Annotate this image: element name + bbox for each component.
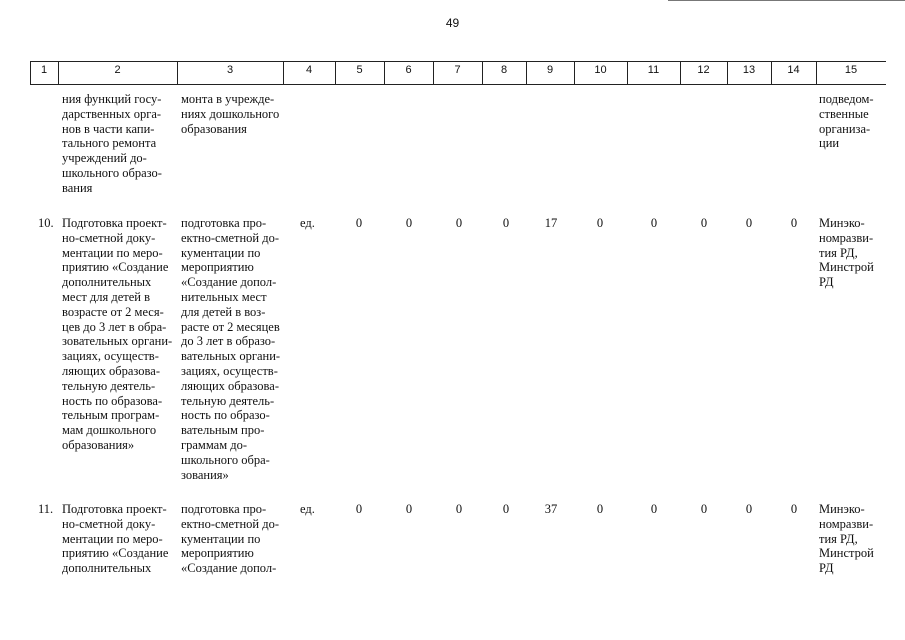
row-value: 0 (355, 502, 363, 516)
row-value: 0 (405, 502, 413, 516)
row-value: 0 (650, 216, 658, 230)
column-header: 14 (787, 64, 800, 76)
header-top-border (30, 61, 886, 62)
row-value: 0 (700, 216, 708, 230)
top-rule (668, 0, 905, 1)
row-description: Подготовка проект- но-сметной доку- ментации по меро- приятию «Создание дополнительных (62, 502, 169, 576)
column-header: 10 (594, 64, 607, 76)
page-number: 49 (445, 16, 460, 30)
row-value: 0 (596, 502, 604, 516)
row-responsible: Минэко- номразви- тия РД, Минстрой РД (819, 502, 874, 576)
row-value: 37 (544, 502, 558, 516)
column-header: 6 (405, 64, 412, 76)
row-value: 0 (455, 502, 463, 516)
row-value: 0 (502, 502, 510, 516)
row-value: 0 (700, 502, 708, 516)
row-value: 0 (455, 216, 463, 230)
column-header: 7 (454, 64, 461, 76)
continuation-col2: ния функций госу- дарственных орга- нов в части капи- тального ремонта учреждений до- школьного образо- вания (62, 92, 162, 195)
column-header: 11 (647, 64, 660, 76)
column-header: 1 (40, 64, 48, 76)
header-bottom-border (30, 84, 886, 85)
row-number: 10. (38, 216, 54, 230)
row-value: 17 (544, 216, 558, 230)
continuation-col3: монта в учрежде- ниях дошкольного образования (181, 92, 280, 136)
row-value: 0 (596, 216, 604, 230)
row-unit: ед. (300, 216, 315, 230)
row-value: 0 (355, 216, 363, 230)
row-value: 0 (745, 502, 753, 516)
row-value: 0 (502, 216, 510, 230)
column-header: 12 (697, 64, 710, 76)
row-indicator: подготовка про- ектно-сметной до- кументации по мероприятию «Создание допол- нительных мест для детей в воз- расте от 2 месяцев до 3 лет в образо- вательных органи- зациях, осуществ- ляющих образова- тельную деятель- ность по образо- вательным про- граммам до- школьного обра- зования» (181, 216, 281, 482)
row-number: 11. (38, 502, 54, 516)
row-value: 0 (790, 502, 798, 516)
column-header: 8 (500, 64, 508, 76)
row-description: Подготовка проект- но-сметной доку- ментации по меро- приятию «Создание дополнительных мест для детей в возрасте от 2 меся- цев до 3 лет в обра- зовательных органи- зациях, осуществ- ляющих образова- тельную деятель- ность по образова- тельным програм- мам дошкольного образования» (62, 216, 173, 452)
column-header: 5 (356, 64, 363, 76)
column-header: 13 (742, 64, 756, 76)
row-value: 0 (790, 216, 798, 230)
row-unit: ед. (300, 502, 315, 516)
column-header: 3 (226, 64, 234, 76)
column-header: 9 (546, 64, 554, 76)
column-header: 2 (114, 64, 121, 76)
row-indicator: подготовка про- ектно-сметной до- кументации по мероприятию «Создание допол- (181, 502, 280, 576)
row-value: 0 (405, 216, 413, 230)
row-responsible: Минэко- номразви- тия РД, Минстрой РД (819, 216, 874, 290)
column-header: 15 (844, 64, 858, 76)
continuation-col15: подведом- ственные организа- ции (819, 92, 874, 151)
row-value: 0 (650, 502, 658, 516)
row-value: 0 (745, 216, 753, 230)
column-header: 4 (305, 64, 313, 76)
